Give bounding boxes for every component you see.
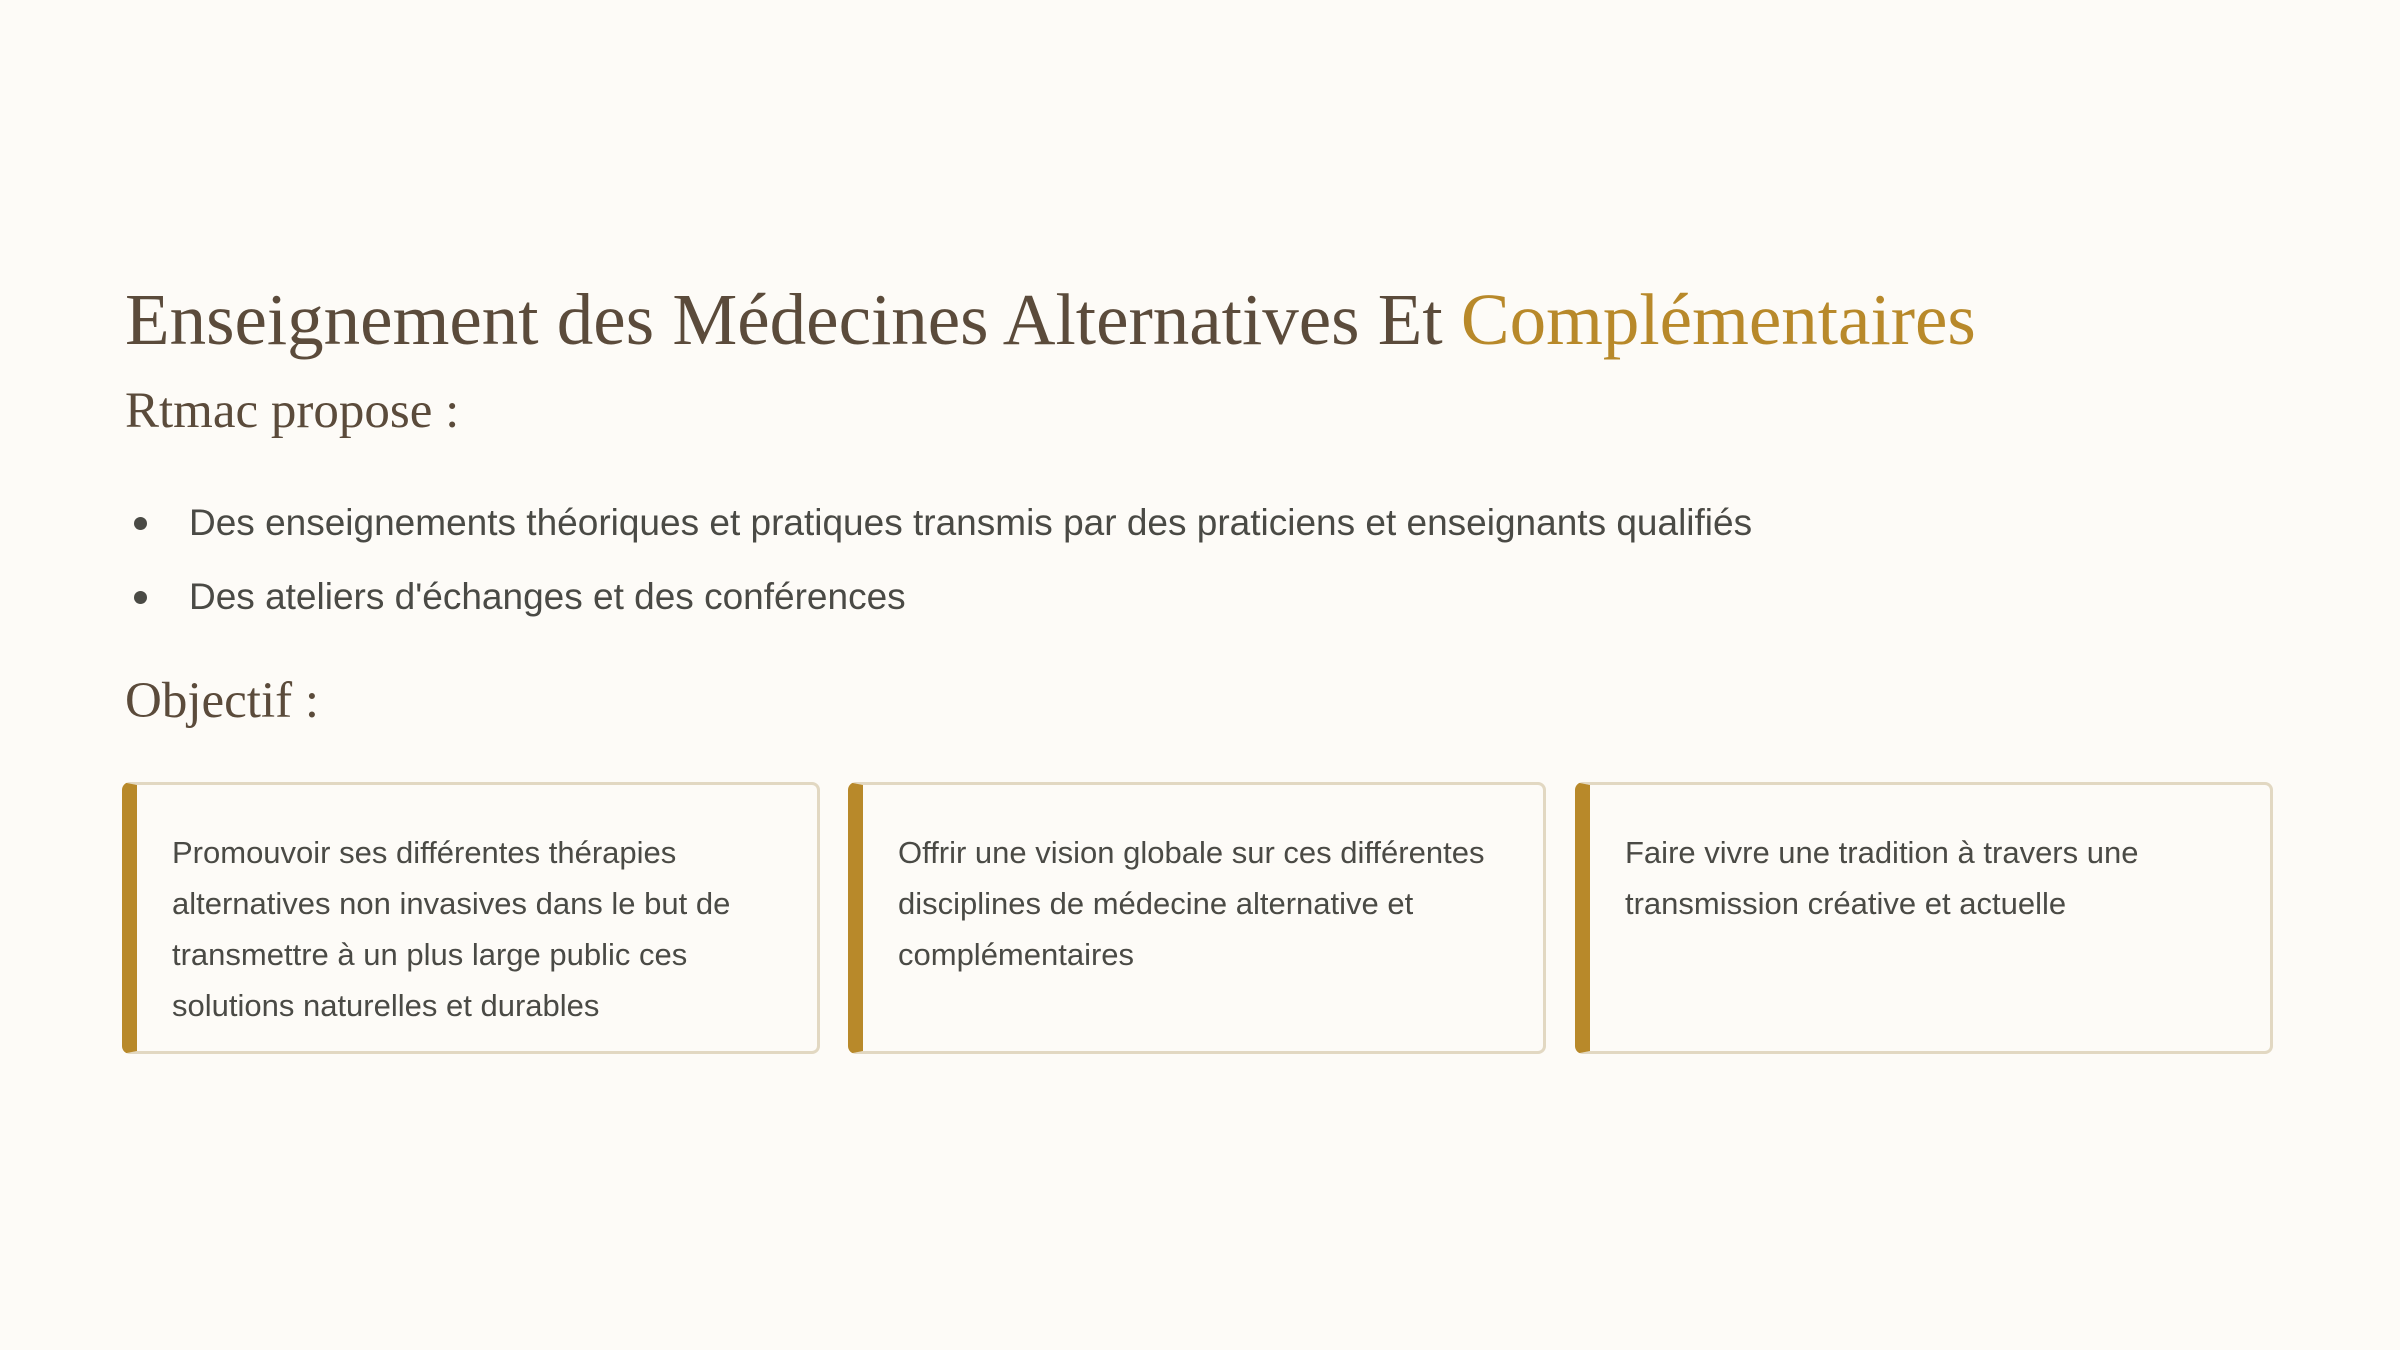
bullet-text: Des ateliers d'échanges et des conférences [189, 576, 906, 617]
objective-card [1575, 782, 2273, 1054]
list-item [125, 566, 1752, 640]
objective-card [848, 782, 1546, 1054]
bullet-icon [134, 591, 147, 604]
page-title [125, 278, 1976, 362]
title-accent: Complémentaires [1460, 279, 1976, 360]
title-main: Enseignement des Médecines Alternatives Et [125, 279, 1461, 360]
card-text: Faire vivre une tradition à travers une transmission créative et actuelle [1625, 835, 2139, 921]
objectif-heading: Objectif : [125, 673, 320, 729]
bullet-icon [134, 517, 147, 530]
subtitle: Rtmac propose : [125, 383, 460, 439]
list-item [125, 492, 1752, 566]
objective-card [122, 782, 820, 1054]
card-text: Promouvoir ses différentes thérapies alternatives non invasives dans le but de transmettre à un plus large public ces solutions naturelles et durables [172, 835, 731, 1023]
bullet-list [125, 492, 1752, 640]
card-text: Offrir une vision globale sur ces différentes disciplines de médecine alternative et complémentaires [898, 835, 1485, 972]
bullet-text: Des enseignements théoriques et pratiques transmis par des praticiens et enseignants qualifiés [189, 502, 1753, 543]
